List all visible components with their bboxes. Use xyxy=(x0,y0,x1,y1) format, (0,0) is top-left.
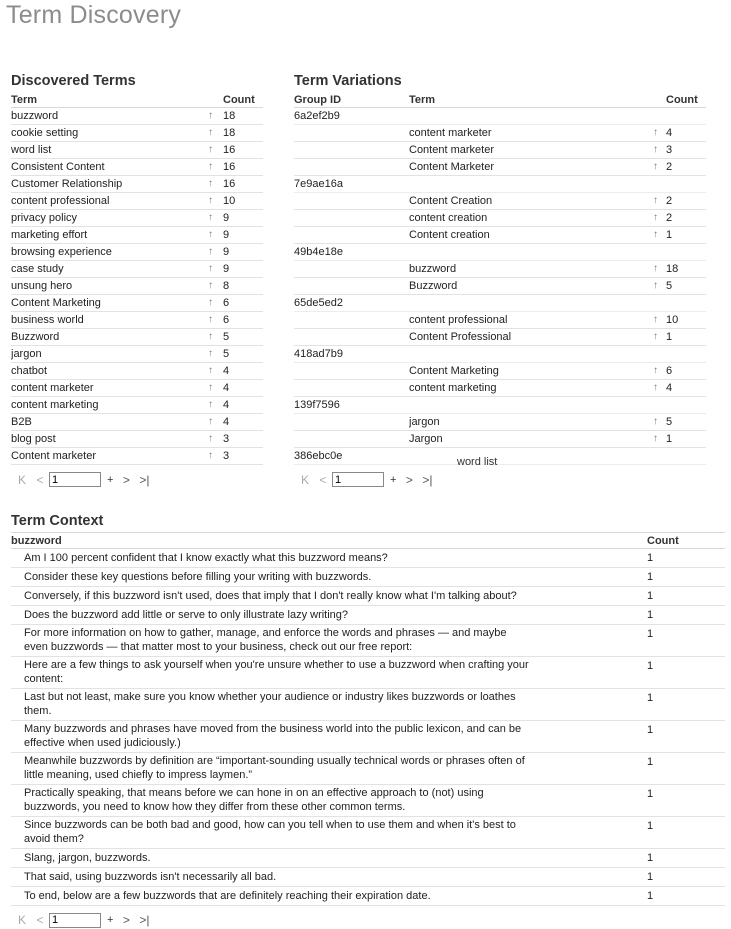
term-variations-panel xyxy=(294,72,706,489)
context-row[interactable] xyxy=(11,568,725,587)
variation-count-cell xyxy=(666,175,706,192)
next-page-button[interactable]: > xyxy=(122,913,130,927)
variation-term-cell xyxy=(409,107,642,124)
term-cell: privacy policy xyxy=(11,211,78,224)
table-row[interactable] xyxy=(11,175,263,192)
empty-cell xyxy=(642,396,666,413)
variation-row[interactable] xyxy=(294,260,706,277)
group-id-cell xyxy=(294,260,409,277)
arrow-up-icon: ↑ xyxy=(208,450,213,461)
count-cell: 16 xyxy=(223,160,236,173)
table-row[interactable] xyxy=(11,362,263,379)
table-row[interactable] xyxy=(11,328,263,345)
count-cell: 3 xyxy=(223,432,230,445)
term-cell: blog post xyxy=(11,432,56,445)
context-row[interactable] xyxy=(11,785,725,817)
group-id-cell xyxy=(294,277,409,294)
variation-count-column-header[interactable]: Count xyxy=(666,93,698,106)
first-page-button[interactable]: K xyxy=(300,472,309,487)
variation-term-cell: Content Professional xyxy=(409,330,512,343)
variation-count-cell xyxy=(666,345,706,362)
discovered-pager xyxy=(13,471,263,489)
group-row[interactable] xyxy=(294,294,706,311)
variation-row[interactable] xyxy=(294,311,706,328)
group-id-cell xyxy=(294,141,409,158)
drag-ghost-label[interactable]: word list xyxy=(457,456,498,468)
count-cell: 16 xyxy=(223,143,236,156)
arrow-up-icon: ↑ xyxy=(208,314,213,325)
table-row[interactable] xyxy=(11,277,263,294)
variation-count-cell: 4 xyxy=(666,126,673,139)
term-column-header[interactable]: Term xyxy=(11,93,38,106)
table-row[interactable] xyxy=(11,447,263,464)
count-cell: 3 xyxy=(223,449,230,462)
variation-count-cell: 2 xyxy=(666,194,673,207)
variation-term-cell xyxy=(409,345,642,362)
context-row[interactable] xyxy=(11,849,725,868)
context-count-cell: 1 xyxy=(647,571,654,583)
count-cell: 4 xyxy=(223,364,230,377)
variation-row[interactable] xyxy=(294,277,706,294)
count-cell: 9 xyxy=(223,245,230,258)
arrow-up-icon: ↑ xyxy=(208,382,213,393)
variation-row[interactable] xyxy=(294,328,706,345)
context-row[interactable] xyxy=(11,887,725,906)
group-id-cell: 418ad7b9 xyxy=(294,347,343,360)
variation-count-cell: 2 xyxy=(666,160,673,173)
variation-count-cell: 2 xyxy=(666,211,673,224)
context-count-cell: 1 xyxy=(647,820,654,832)
term-cell: content marketer xyxy=(11,381,94,394)
group-id-cell: 65de5ed2 xyxy=(294,296,343,309)
variation-term-cell xyxy=(409,294,642,311)
context-count-cell: 1 xyxy=(647,756,654,768)
variation-term-cell: Content Marketing xyxy=(409,364,499,377)
context-sentence: Consider these key questions before filling your writing with buzzwords. xyxy=(24,570,372,583)
context-sentence: That said, using buzzwords isn't necessarily all bad. xyxy=(24,870,277,883)
arrow-up-icon: ↑ xyxy=(653,331,658,342)
count-cell: 18 xyxy=(223,109,236,122)
discovered-terms-title: Discovered Terms xyxy=(11,73,136,89)
variation-term-cell: Content Creation xyxy=(409,194,493,207)
context-count-cell: 1 xyxy=(647,609,654,621)
context-sentence: To end, below are a few buzzwords that are definitely reaching their expiration date. xyxy=(24,889,431,902)
table-row[interactable] xyxy=(11,243,263,260)
variation-count-cell: 1 xyxy=(666,228,673,241)
count-cell: 6 xyxy=(223,313,230,326)
context-count-cell: 1 xyxy=(647,724,654,736)
table-row[interactable] xyxy=(11,396,263,413)
variation-term-cell: content creation xyxy=(409,211,488,224)
group-row[interactable] xyxy=(294,175,706,192)
group-id-cell xyxy=(294,328,409,345)
context-row[interactable] xyxy=(11,817,725,849)
group-id-column-header[interactable]: Group ID xyxy=(294,93,342,106)
count-column-header[interactable]: Count xyxy=(223,93,255,106)
context-count-cell: 1 xyxy=(647,852,654,864)
variation-row[interactable] xyxy=(294,192,706,209)
first-page-button[interactable]: K xyxy=(17,913,26,927)
variation-row[interactable] xyxy=(294,158,706,175)
arrow-up-icon: ↑ xyxy=(208,280,213,291)
variation-count-cell: 5 xyxy=(666,279,673,292)
table-row[interactable] xyxy=(11,413,263,430)
variation-row[interactable] xyxy=(294,379,706,396)
empty-cell xyxy=(642,175,666,192)
arrow-up-icon: ↑ xyxy=(208,399,213,410)
count-cell: 6 xyxy=(223,296,230,309)
variation-row[interactable] xyxy=(294,430,706,447)
group-id-cell: 139f7596 xyxy=(294,398,340,411)
table-row[interactable] xyxy=(11,226,263,243)
variation-row[interactable] xyxy=(294,124,706,141)
group-id-cell xyxy=(294,430,409,447)
count-cell: 5 xyxy=(223,330,230,343)
last-page-button[interactable]: >| xyxy=(139,472,150,487)
group-id-cell xyxy=(294,209,409,226)
context-row[interactable] xyxy=(11,753,725,785)
context-sentence: Practically speaking, that means before we can hone in on an effective approach to (not) using buzzwords, you need to know how they differ from these other common terms. xyxy=(24,787,484,813)
variation-term-cell xyxy=(409,447,642,464)
prev-page-button[interactable]: < xyxy=(36,472,44,487)
context-sentence: Last but not least, make sure you know whether your audience or industry likes buzzwords or loathes them. xyxy=(24,691,516,717)
variation-term-cell xyxy=(409,396,642,413)
context-sentence: Does the buzzword add little or serve to only illustrate lazy writing? xyxy=(24,608,349,621)
term-cell: buzzword xyxy=(11,109,59,122)
group-row[interactable] xyxy=(294,243,706,260)
table-row[interactable] xyxy=(11,379,263,396)
arrow-up-icon: ↑ xyxy=(208,144,213,155)
table-row[interactable] xyxy=(11,294,263,311)
group-id-cell xyxy=(294,379,409,396)
group-row[interactable] xyxy=(294,345,706,362)
group-id-cell xyxy=(294,311,409,328)
variation-term-cell: jargon xyxy=(409,415,440,428)
variation-count-cell: 10 xyxy=(666,313,679,326)
arrow-up-icon: ↑ xyxy=(653,382,658,393)
variations-pager xyxy=(296,471,706,489)
page-number-input[interactable] xyxy=(332,472,384,487)
variation-row[interactable] xyxy=(294,209,706,226)
variation-count-cell: 5 xyxy=(666,415,673,428)
context-sentence: Meanwhile buzzwords by definition are “important-sounding usually technical words or phrases often of little meaning, used chiefly to impress laymen.” xyxy=(24,755,525,781)
term-cell: Content Marketing xyxy=(11,296,101,309)
arrow-up-icon: ↑ xyxy=(208,263,213,274)
variation-count-cell: 18 xyxy=(666,262,679,275)
group-row[interactable] xyxy=(294,396,706,413)
arrow-up-icon: ↑ xyxy=(208,246,213,257)
arrow-up-icon: ↑ xyxy=(208,348,213,359)
context-sentence: Since buzzwords can be both bad and good, how can you tell when to use them and when it's best to avoid them? xyxy=(24,819,516,845)
arrow-up-icon: ↑ xyxy=(653,314,658,325)
arrow-up-icon: ↑ xyxy=(653,280,658,291)
variation-count-cell xyxy=(666,294,706,311)
variation-term-cell: Content marketer xyxy=(409,143,494,156)
variation-term-cell xyxy=(409,243,642,260)
term-cell: Customer Relationship xyxy=(11,177,123,190)
arrow-up-icon: ↑ xyxy=(653,127,658,138)
term-cell: marketing effort xyxy=(11,228,88,241)
group-row[interactable] xyxy=(294,107,706,124)
context-row[interactable] xyxy=(11,657,725,689)
context-count-cell: 1 xyxy=(647,871,654,883)
table-row[interactable] xyxy=(11,192,263,209)
count-cell: 4 xyxy=(223,398,230,411)
context-sentence: Conversely, if this buzzword isn't used, does that imply that I don't really know what I'm talking about? xyxy=(24,589,517,602)
group-id-cell xyxy=(294,413,409,430)
context-sentence: Here are a few things to ask yourself when you're unsure whether to use a buzzword when crafting your content: xyxy=(24,659,529,685)
table-row[interactable] xyxy=(11,209,263,226)
variation-count-cell: 3 xyxy=(666,143,673,156)
count-cell: 9 xyxy=(223,228,230,241)
arrow-up-icon: ↑ xyxy=(653,365,658,376)
arrow-up-icon: ↑ xyxy=(653,416,658,427)
term-cell: unsung hero xyxy=(11,279,73,292)
variation-row[interactable] xyxy=(294,141,706,158)
term-variations-title: Term Variations xyxy=(294,73,402,89)
arrow-up-icon: ↑ xyxy=(653,195,658,206)
empty-cell xyxy=(642,243,666,260)
term-context-panel xyxy=(11,512,725,929)
page-number-input[interactable] xyxy=(49,472,101,487)
variation-term-cell: content marketer xyxy=(409,126,492,139)
group-id-cell xyxy=(294,192,409,209)
table-row[interactable] xyxy=(11,107,263,124)
count-cell: 8 xyxy=(223,279,230,292)
variation-term-cell: Jargon xyxy=(409,432,443,445)
context-count-cell: 1 xyxy=(647,788,654,800)
group-id-cell: 7e9ae16a xyxy=(294,177,343,190)
group-id-cell xyxy=(294,226,409,243)
term-variations-table xyxy=(294,90,706,465)
empty-cell xyxy=(642,294,666,311)
page-plus: + xyxy=(107,473,114,486)
term-cell: Content marketer xyxy=(11,449,96,462)
variation-term-cell: Buzzword xyxy=(409,279,458,292)
term-context-title: Term Context xyxy=(11,513,104,529)
context-count-cell: 1 xyxy=(647,890,654,902)
variation-term-cell: Content Marketer xyxy=(409,160,494,173)
context-row[interactable] xyxy=(11,549,725,568)
count-cell: 18 xyxy=(223,126,236,139)
context-row[interactable] xyxy=(11,689,725,721)
term-cell: chatbot xyxy=(11,364,48,377)
group-id-cell xyxy=(294,158,409,175)
variation-term-column-header[interactable]: Term xyxy=(409,93,436,106)
arrow-up-icon: ↑ xyxy=(208,178,213,189)
variation-count-cell: 6 xyxy=(666,364,673,377)
variation-row[interactable] xyxy=(294,226,706,243)
context-sentence: Am I 100 percent confident that I know exactly what this buzzword means? xyxy=(24,551,388,564)
group-id-cell: 6a2ef2b9 xyxy=(294,109,340,122)
page-plus: + xyxy=(107,914,114,926)
term-cell: Buzzword xyxy=(11,330,60,343)
variation-row[interactable] xyxy=(294,413,706,430)
context-row[interactable] xyxy=(11,606,725,625)
context-pager xyxy=(13,911,725,929)
term-cell: business world xyxy=(11,313,84,326)
table-row[interactable] xyxy=(11,345,263,362)
arrow-up-icon: ↑ xyxy=(208,195,213,206)
group-id-cell xyxy=(294,362,409,379)
variation-count-cell: 1 xyxy=(666,432,673,445)
context-sentence: For more information on how to gather, manage, and enforce the words and phrases — and maybe even buzzwords — that matter most to your business, check out our free report: xyxy=(24,627,507,653)
arrow-up-icon: ↑ xyxy=(208,331,213,342)
count-cell: 9 xyxy=(223,262,230,275)
context-row[interactable] xyxy=(11,868,725,887)
variation-count-cell: 4 xyxy=(666,381,673,394)
term-cell: browsing experience xyxy=(11,245,112,258)
arrow-up-icon: ↑ xyxy=(653,229,658,240)
arrow-up-icon: ↑ xyxy=(653,433,658,444)
term-cell: jargon xyxy=(11,347,42,360)
group-id-cell: 49b4e18e xyxy=(294,245,343,258)
term-cell: B2B xyxy=(11,415,32,428)
table-row[interactable] xyxy=(11,260,263,277)
term-cell: content professional xyxy=(11,194,110,207)
first-page-button[interactable]: K xyxy=(17,472,26,487)
context-count-cell: 1 xyxy=(647,590,654,602)
page-plus: + xyxy=(390,473,397,486)
arrow-up-icon: ↑ xyxy=(208,365,213,376)
context-term-header: buzzword xyxy=(11,535,62,547)
variation-term-cell: buzzword xyxy=(409,262,457,275)
variation-term-cell xyxy=(409,175,642,192)
variation-row[interactable] xyxy=(294,362,706,379)
arrow-up-icon: ↑ xyxy=(208,127,213,138)
table-row[interactable] xyxy=(11,141,263,158)
count-cell: 4 xyxy=(223,415,230,428)
table-row[interactable] xyxy=(11,430,263,447)
variation-count-cell xyxy=(666,107,706,124)
arrow-up-icon: ↑ xyxy=(208,212,213,223)
group-id-cell: 386ebc0e xyxy=(294,449,343,462)
term-context-table xyxy=(11,532,725,906)
arrow-up-icon: ↑ xyxy=(653,144,658,155)
context-row[interactable] xyxy=(11,721,725,753)
term-cell: content marketing xyxy=(11,398,99,411)
arrow-up-icon: ↑ xyxy=(653,161,658,172)
variation-count-cell xyxy=(666,447,706,464)
context-count-cell: 1 xyxy=(647,552,654,564)
variation-term-cell: Content creation xyxy=(409,228,490,241)
arrow-up-icon: ↑ xyxy=(208,297,213,308)
term-cell: Consistent Content xyxy=(11,160,105,173)
table-row[interactable] xyxy=(11,311,263,328)
count-cell: 4 xyxy=(223,381,230,394)
variation-term-cell: content professional xyxy=(409,313,508,326)
context-row[interactable] xyxy=(11,587,725,606)
variation-count-cell xyxy=(666,396,706,413)
page-number-input[interactable] xyxy=(49,913,101,928)
discovered-terms-table xyxy=(11,90,263,465)
next-page-button[interactable]: > xyxy=(122,472,130,487)
context-count-header[interactable]: Count xyxy=(647,535,679,547)
group-row[interactable] xyxy=(294,447,706,464)
last-page-button[interactable]: >| xyxy=(422,472,433,487)
arrow-up-icon: ↑ xyxy=(208,433,213,444)
last-page-button[interactable]: >| xyxy=(139,913,150,927)
context-count-cell: 1 xyxy=(647,660,654,672)
variation-count-cell: 1 xyxy=(666,330,673,343)
count-cell: 9 xyxy=(223,211,230,224)
context-count-cell: 1 xyxy=(647,628,654,640)
count-cell: 16 xyxy=(223,177,236,190)
table-row[interactable] xyxy=(11,158,263,175)
context-count-cell: 1 xyxy=(647,692,654,704)
arrow-up-icon: ↑ xyxy=(208,110,213,121)
empty-cell xyxy=(642,107,666,124)
arrow-up-icon: ↑ xyxy=(208,161,213,172)
variation-term-cell: content marketing xyxy=(409,381,497,394)
term-cell: case study xyxy=(11,262,64,275)
variation-count-cell xyxy=(666,243,706,260)
term-cell: word list xyxy=(11,143,52,156)
discovered-terms-panel xyxy=(11,72,263,489)
prev-page-button[interactable]: < xyxy=(319,472,327,487)
table-row[interactable] xyxy=(11,124,263,141)
term-cell: cookie setting xyxy=(11,126,79,139)
context-sentence: Slang, jargon, buzzwords. xyxy=(24,851,151,864)
context-sentence: Many buzzwords and phrases have moved from the business world into the public lexicon, and can be effective when used judiciously.) xyxy=(24,723,522,749)
prev-page-button[interactable]: < xyxy=(36,913,44,927)
empty-cell xyxy=(642,447,666,464)
arrow-up-icon: ↑ xyxy=(653,212,658,223)
empty-cell xyxy=(642,345,666,362)
arrow-up-icon: ↑ xyxy=(208,229,213,240)
next-page-button[interactable]: > xyxy=(405,472,413,487)
app-title: Term Discovery xyxy=(6,1,182,29)
group-id-cell xyxy=(294,124,409,141)
context-row[interactable] xyxy=(11,625,725,657)
arrow-up-icon: ↑ xyxy=(208,416,213,427)
count-cell: 10 xyxy=(223,194,236,207)
arrow-up-icon: ↑ xyxy=(653,263,658,274)
count-cell: 5 xyxy=(223,347,230,360)
